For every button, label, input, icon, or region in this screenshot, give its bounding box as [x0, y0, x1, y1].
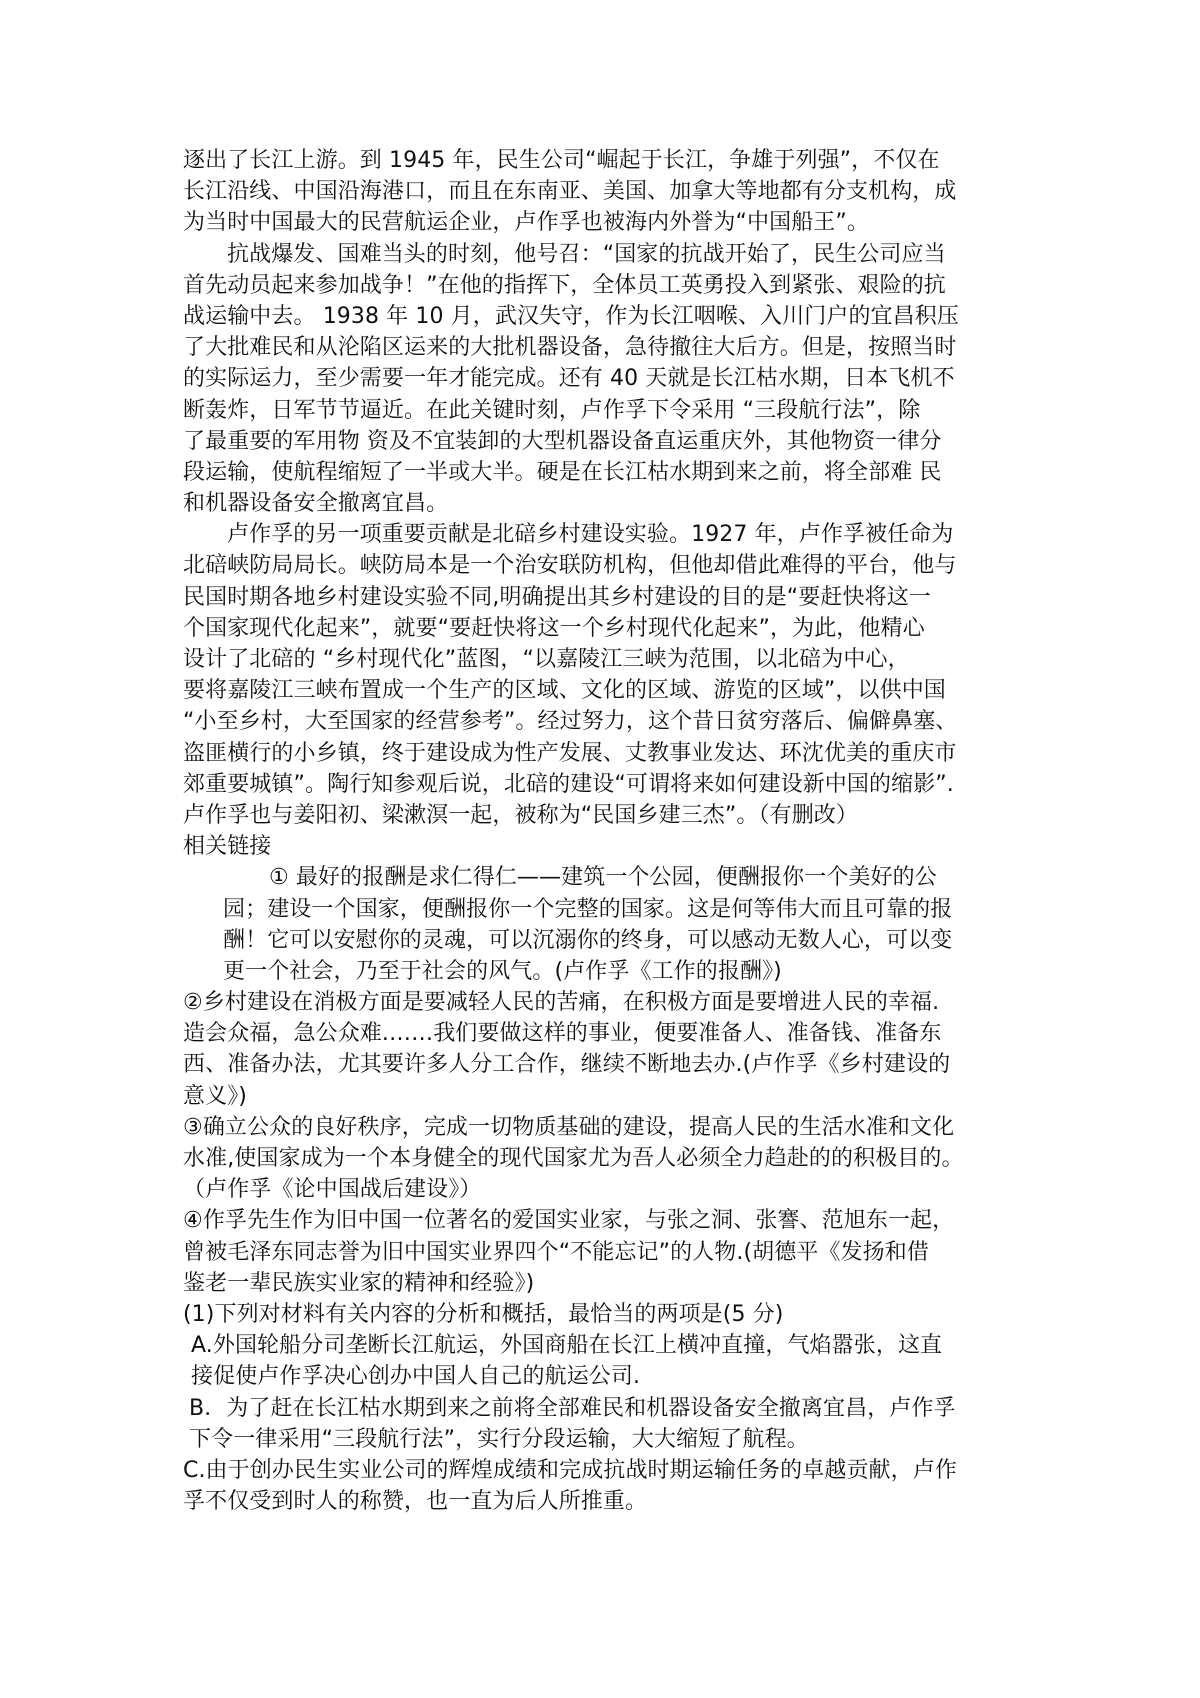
option-b-cont: 下令一律采用“三段航行法”，实行分段运输，大大缩短了航程。: [189, 1426, 809, 1452]
text-line: 卢作孚也与姜阳初、梁漱溟一起，被称为“民国乡建三杰”。（有删改）: [183, 802, 858, 828]
text-line: 首先动员起来参加战争！”在他的指挥下，全体员工英勇投入到紧张、艰险的抗: [183, 272, 946, 298]
link-item-4-start: ④作孚先生作为旧中国一位著名的爱国实业家，与张之洞、张謇、范旭东一起，: [183, 1208, 955, 1234]
text-line: 长江沿线、中国沿海港口，而且在东南亚、美国、加拿大等地都有分支机构，成: [183, 179, 957, 205]
text-line: 鉴老一辈民族实业家的精神和经验》): [183, 1270, 535, 1296]
text-line: 逐出了长江上游。到 1945 年，民生公司“崛起于长江，争雄于列强”，不仅在: [183, 148, 940, 173]
option-a: A.外国轮船分司垄断长江航运，外国商船在长江上横冲直撞，气焰嚣张，这直: [191, 1333, 943, 1359]
text-line: 郊重要城镇”。陶行知参观后说，北碚的建设“可谓将来如何建设新中国的缩影”.: [183, 771, 954, 797]
text-line: 了最重要的军用物 资及不宜装卸的大型机器设备直运重庆外，其他物资一律分: [183, 428, 942, 454]
text-line: 西、准备办法，尤其要许多人分工合作，继续不断地去办.(卢作孚《乡村建设的: [183, 1052, 951, 1078]
text-line: （卢作孚《论中国战后建设》）: [183, 1177, 482, 1203]
question-stem: (1)下列对材料有关内容的分析和概括，最恰当的两项是(5 分): [183, 1301, 784, 1327]
link-item-1-line: 园；建设一个国家，便酬报你一个完整的国家。这是何等伟大而且可靠的报: [223, 896, 953, 922]
section-heading: 相关链接: [183, 834, 272, 860]
text-line: 个国家现代化起来”，就要“要赶快将这一个乡村现代化起来”，为此，他精心: [183, 615, 925, 641]
text-line: 和机器设备安全撤离宜昌。: [183, 491, 449, 517]
option-c: C.由于创办民生实业公司的辉煌成绩和完成抗战时期运输任务的卓越贡献，卢作: [183, 1457, 957, 1483]
text-line: “小至乡村，大至国家的经营参考”。经过努力，这个昔日贫穷落后、偏僻鼻塞、: [183, 709, 958, 735]
text-line: 民国时期各地乡村建设实验不同,明确提出其乡村建设的目的是“要赶快将这一: [183, 584, 931, 610]
text-line: 了大批难民和从沦陷区运来的大批机器设备，急待撤往大后方。但是，按照当时: [183, 335, 957, 361]
link-item-3-start: ③确立公众的良好秩序，完成一切物质基础的建设，提高人民的生活水准和文化: [183, 1114, 955, 1140]
text-line: 战运输中去。 1938 年 10 月，武汉失守，作为长江咽喉、入川门户的宜昌积压: [183, 303, 959, 329]
link-item-1-line: 酬！它可以安慰你的灵魂，可以沉溺你的终身，可以感动无数人心，可以变: [223, 927, 953, 953]
paragraph-start-line: 抗战爆发、国难当头的时刻，他号召：“国家的抗战开始了，民生公司应当: [227, 241, 946, 267]
text-line: 意义》): [183, 1083, 247, 1109]
link-item-1-line: 更一个社会，乃至于社会的风气。(卢作孚《工作的报酬》): [223, 958, 782, 984]
option-a-cont: 接促使卢作孚决心创办中国人自己的航运公司.: [191, 1364, 641, 1390]
text-line: 造会众福，急公众难.……我们要做这样的事业，便要准备人、准备钱、准备东: [183, 1021, 942, 1047]
text-line: 设计了北碚的 “乡村现代化”蓝图，“以嘉陵江三峡为范围，以北碚为中心，: [183, 647, 910, 672]
link-item-1-start: ① 最好的报酬是求仁得仁——建筑一个公园，便酬报你一个美好的公: [269, 865, 937, 891]
text-line: 段运输，使航程缩短了一半或大半。硬是在长江枯水期到来之前，将全部难 民: [183, 459, 942, 485]
text-line: 水准,使国家成为一个本身健全的现代国家尤为吾人必须全力趋赴的的积极目的。: [183, 1146, 964, 1171]
text-line: 要将嘉陵江三峡布置成一个生产的区域、文化的区域、游览的区域”，以供中国: [183, 678, 946, 704]
paragraph-start-line: 卢作孚的另一项重要贡献是北碚乡村建设实验。1927 年，卢作孚被任命为: [227, 522, 954, 548]
text-line: 曾被毛泽东同志誉为旧中国实业界四个“不能忘记”的人物.(胡德平《发扬和借: [183, 1239, 929, 1265]
text-line: 盗匪横行的小乡镇，终于建设成为性产发展、丈教事业发达、环沈优美的重庆市: [183, 740, 957, 766]
text-line: 为当时中国最大的民营航运企业，卢作孚也被海内外誉为“中国船王”。: [183, 210, 869, 236]
option-c-cont: 孚不仅受到时人的称赞，也一直为后人所推重。: [183, 1489, 648, 1515]
document-body: [183, 145, 1028, 1517]
text-line: 断轰炸，日军节节逼近。在此关键时刻，卢作孚下令采用 “三段航行法”，除: [183, 397, 921, 423]
option-b: B．为了赶在长江枯水期到来之前将全部难民和机器设备安全撤离宜昌，卢作孚: [189, 1395, 956, 1421]
text-line: 的实际运力，至少需要一年才能完成。还有 40 天就是长江枯水期，日本飞机不: [183, 366, 955, 392]
link-item-2-start: ②乡村建设在消极方面是要减轻人民的苦痛，在积极方面是要增进人民的幸福.: [183, 990, 940, 1016]
text-line: 北碚峡防局局长。峡防局本是一个治安联防机构，但他却借此难得的平台，他与: [183, 553, 957, 579]
